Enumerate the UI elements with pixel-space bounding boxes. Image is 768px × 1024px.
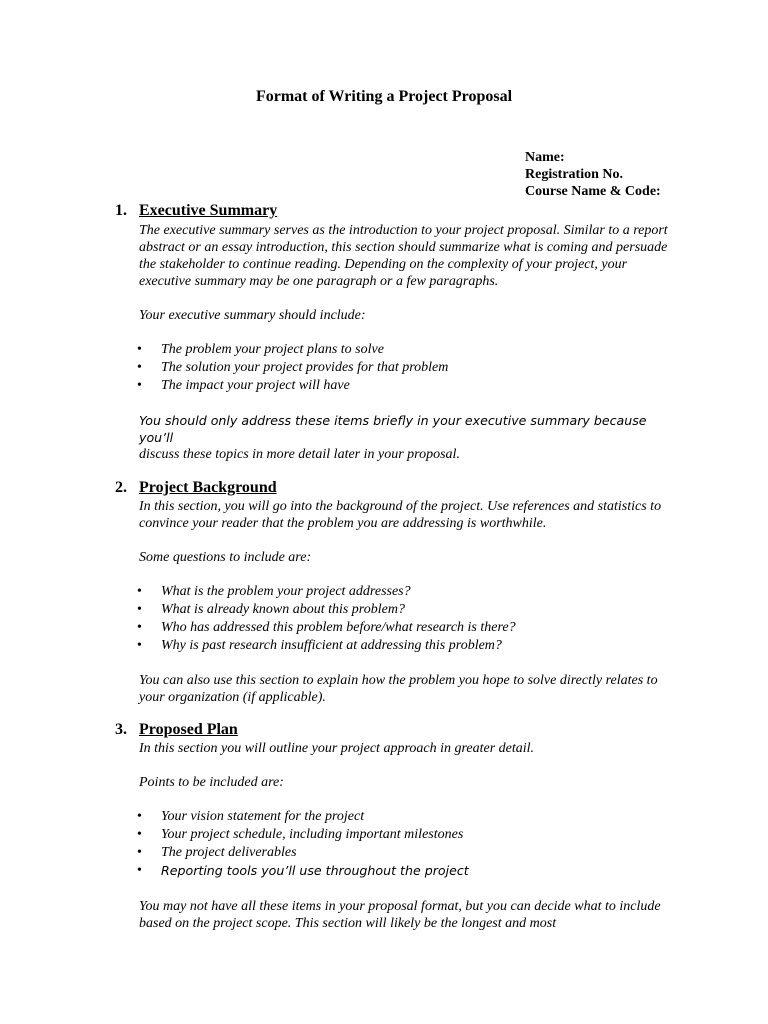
section-body — [139, 740, 675, 808]
section-intro: The executive summary serves as the introduction to your project proposal. Similar to a report abstract or an essay introduction, this section should summarize what is coming and persuade the stakeholder to continue reading. Depending on the complexity of your project, your executive summary may be one paragraph or a few paragraphs. — [139, 223, 668, 289]
bullet-icon: • — [137, 863, 142, 878]
bullet-icon: • — [137, 809, 142, 824]
bullet-icon: • — [137, 584, 142, 599]
section-heading — [115, 201, 675, 221]
bullet-icon: • — [137, 378, 142, 393]
section-intro: In this section, you will go into the background of the project. Use references and statistics to convince your reader that the problem you are addressing is worthwhile. — [139, 499, 662, 531]
section-title: Executive Summary — [139, 202, 278, 219]
section-intro: In this section you will outline your project approach in greater detail. — [139, 741, 535, 756]
bullet-list — [115, 808, 675, 881]
bullet-icon: • — [137, 620, 142, 635]
list-item: • The impact your project will have — [137, 378, 350, 393]
section-lead: Points to be included are: — [139, 775, 284, 790]
section-title: Project Background — [139, 479, 277, 496]
section-project-background — [115, 478, 675, 706]
list-item: • Your project schedule, including important milestones — [137, 827, 464, 842]
section-executive-summary — [115, 201, 675, 463]
section-number: 3. — [115, 721, 127, 738]
bullet-icon: • — [137, 827, 142, 842]
list-item: • Why is past research insufficient at addressing this problem? — [137, 638, 502, 653]
section-lead: Some questions to include are: — [139, 550, 312, 565]
section-body — [139, 498, 675, 583]
document-title: Format of Writing a Project Proposal — [255, 88, 513, 105]
section-closing-text: You may not have all these items in your proposal format, but you can decide what to include based on the project scope. This section will likely be the longest and most — [139, 899, 661, 931]
section-number: 1. — [115, 202, 127, 219]
section-closing-line-1: You should only address these items briefly in your executive summary because you’ll — [139, 413, 647, 445]
bullet-icon: • — [137, 602, 142, 617]
section-number: 2. — [115, 479, 127, 496]
section-heading — [115, 720, 675, 740]
bullet-list — [115, 583, 675, 655]
section-body — [139, 222, 675, 341]
bullet-list — [115, 341, 675, 395]
section-closing — [139, 395, 675, 463]
section-closing — [139, 881, 675, 932]
list-item: • What is the problem your project addresses? — [137, 584, 411, 599]
list-item: • What is already known about this problem? — [137, 602, 405, 617]
registration-label: Registration No. — [525, 167, 623, 182]
section-closing-line-2: discuss these topics in more detail later in your proposal. — [139, 447, 460, 462]
list-item: • Reporting tools you’ll use throughout the project — [137, 863, 469, 878]
section-closing — [139, 655, 675, 706]
bullet-icon: • — [137, 342, 142, 357]
student-info-block — [525, 149, 661, 200]
bullet-icon: • — [137, 845, 142, 860]
list-item: • The solution your project provides for that problem — [137, 360, 449, 375]
list-item: • The problem your project plans to solve — [137, 342, 384, 357]
list-item: • Your vision statement for the project — [137, 809, 365, 824]
list-item: • Who has addressed this problem before/what research is there? — [137, 620, 516, 635]
name-label: Name: — [525, 150, 565, 165]
section-closing-text: You can also use this section to explain how the problem you hope to solve directly relates to your organization (if applicable). — [139, 673, 658, 705]
list-item: • The project deliverables — [137, 845, 297, 860]
section-title: Proposed Plan — [139, 721, 238, 738]
bullet-icon: • — [137, 638, 142, 653]
section-heading — [115, 478, 675, 498]
section-proposed-plan — [115, 720, 675, 932]
course-label: Course Name & Code: — [525, 184, 661, 199]
bullet-icon: • — [137, 360, 142, 375]
section-lead: Your executive summary should include: — [139, 308, 366, 323]
